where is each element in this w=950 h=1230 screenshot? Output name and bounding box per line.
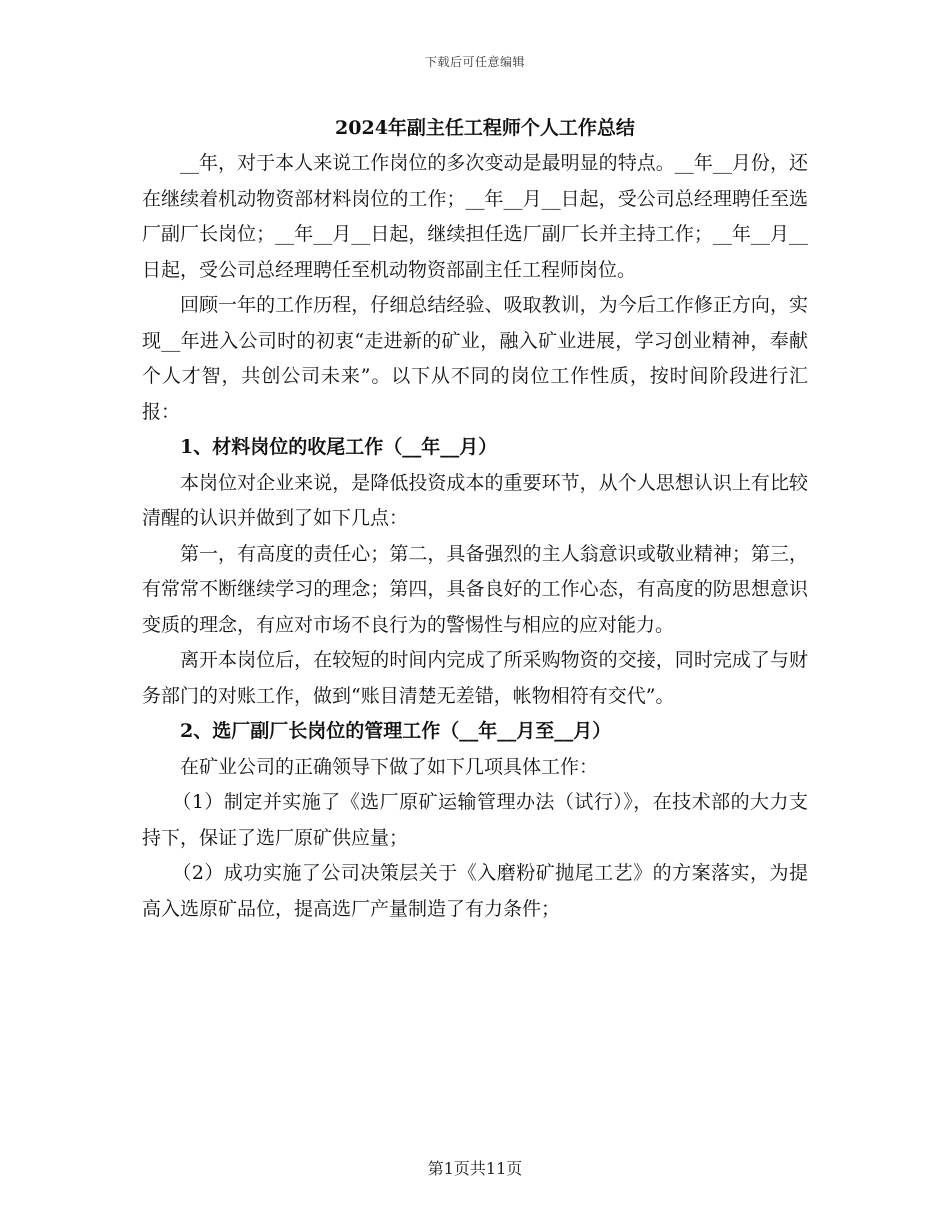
document-title: 2024年副主任工程师个人工作总结: [335, 117, 635, 139]
paragraph-5: 离开本岗位后，在较短的时间内完成了所采购物资的交接，同时完成了与财务部门的对账工作，做到“账目清楚无差错，帐物相符有交代”。: [142, 649, 808, 707]
section-heading-2: 2、选厂副厂长岗位的管理工作（__年__月至__月）: [180, 720, 612, 742]
paragraph-6: 在矿业公司的正确领导下做了如下几项具体工作：: [180, 755, 599, 778]
paragraph-1: __年，对于本人来说工作岗位的多次变动是最明显的特点。__年__月份，还在继续着机动物资部材料岗位的工作；__年__月__日起，受公司总经理聘任至选厂副厂长岗位；__年__月__日起，继续担任选厂副厂长并主持工作；__年__月__日起，受公司总经理聘任至机动物资部副主任工程师岗位。: [142, 152, 808, 281]
list-item-1: （1）制定并实施了《选厂原矿运输管理办法（试行）》，在技术部的大力支持下，保证了选厂原矿供应量；: [142, 791, 808, 849]
paragraph-4: 第一，有高度的责任心；第二，具备强烈的主人翁意识或敬业精神；第三，有常常不断继续学习的理念；第四，具备良好的工作心态，有高度的防思想意识变质的理念，有应对市场不良行为的警惕性与相应的应对能力。: [142, 542, 808, 636]
page-number: 第1页共11页: [427, 1159, 523, 1178]
document-body: [142, 110, 808, 927]
section-heading-1: 1、材料岗位的收尾工作（__年__月）: [180, 436, 498, 458]
list-item-2: （2）成功实施了公司决策层关于《入磨粉矿抛尾工艺》的方案落实，为提高入选原矿品位，提高选厂产量制造了有力条件；: [142, 862, 808, 920]
paragraph-3: 本岗位对企业来说，是降低投资成本的重要环节，从个人思想认识上有比较清醒的认识并做到了如下几点：: [142, 471, 808, 529]
header-note: 下载后可任意编辑: [424, 55, 525, 69]
paragraph-2: 回顾一年的工作历程，仔细总结经验、吸取教训，为今后工作修正方向，实现__年进入公司时的初衷“走进新的矿业，融入矿业进展，学习创业精神，奉献个人才智，共创公司未来”。以下从不同的岗位工作性质，按时间阶段进行汇报：: [142, 294, 808, 423]
